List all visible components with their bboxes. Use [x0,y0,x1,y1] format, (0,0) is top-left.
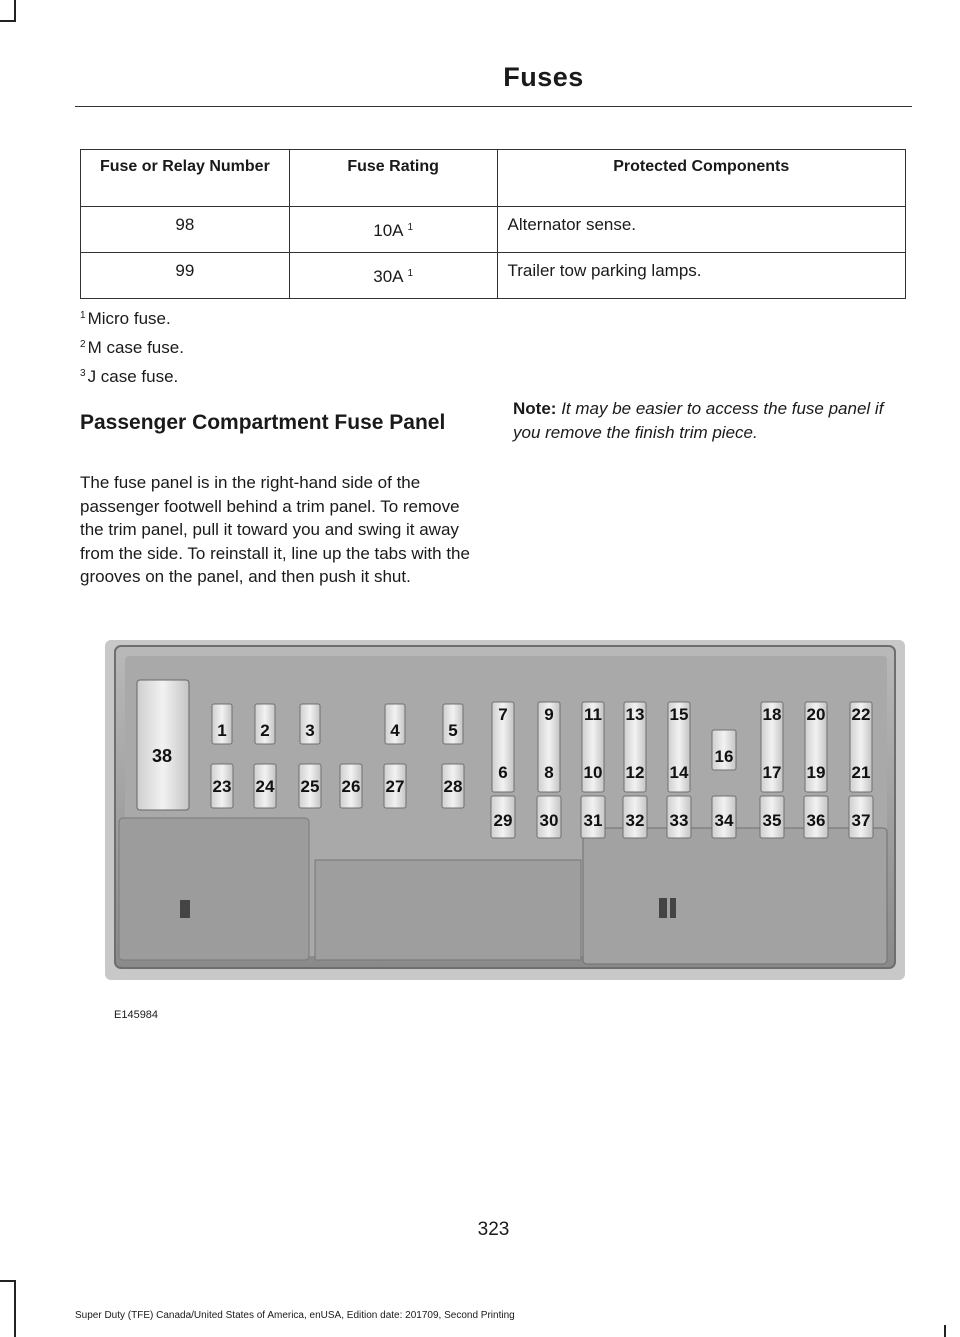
fuse-label-2: 2 [260,721,270,740]
note [513,397,903,444]
fuse-label-36: 36 [806,811,826,830]
fuse-rating-value: 10A [373,221,404,240]
fuse-label-25: 25 [300,777,320,796]
fuse-label-33: 33 [669,811,689,830]
fuse-label-27: 27 [385,777,405,796]
protected-component-cell: Alternator sense. [497,207,905,253]
fuse-label-19: 19 [806,763,826,782]
crop-mark [0,20,16,22]
fuse-number-cell: 99 [81,253,290,299]
fuse-label-22: 22 [851,705,871,724]
panel-lower-left-block [119,818,309,960]
fuse-label-7: 7 [498,705,508,724]
footnote: $^3$ J case fuse. [80,367,179,386]
fuse-label-32: 32 [625,811,645,830]
crop-mark [944,1325,946,1337]
panel-clip [659,898,667,918]
fuse-label-14: 14 [669,763,689,782]
column-header-number: Fuse or Relay Number [81,150,290,207]
fuse-label-31: 31 [583,811,603,830]
page-title: Fuses [503,62,584,92]
fuse-rating-cell [289,207,497,253]
footnote-ref: 1 [407,268,414,279]
title-rule [75,106,912,107]
fuse-label-4: 4 [390,721,400,740]
footnotes [80,303,184,390]
fuse-label-35: 35 [762,811,782,830]
page-footer: Super Duty (TFE) Canada/United States of America, enUSA, Edition date: 201709, Second Printing [75,1310,515,1321]
table-row [81,253,906,299]
fuse-label-5: 5 [448,721,458,740]
fuse-rating-cell [289,253,497,299]
fuse-label-13: 13 [625,705,645,724]
fuse-label-11: 11 [584,705,602,724]
page-number: 323 [477,1219,510,1240]
fuse-label-23: 23 [212,777,232,796]
section-body: The fuse panel is in the right-hand side of the passenger footwell behind a trim panel. To remove the trim panel, pull it toward you and swing it away from the side. To reinstall it, line up the tabs with the grooves on the panel, and then push it shut. [80,473,470,586]
footnote-ref: 1 [407,222,414,233]
table-header-row [81,150,906,207]
panel-lower-right-block [583,828,887,964]
column-header-rating: Fuse Rating [289,150,497,207]
relay-label-38: 38 [151,746,173,766]
fuse-label-30: 30 [539,811,559,830]
note-label: Note: [513,399,557,418]
fuse-label-3: 3 [305,721,315,740]
fuse-label-24: 24 [255,777,275,796]
protected-component-cell: Trailer tow parking lamps. [497,253,905,299]
figure-id: E145984 [114,1009,159,1021]
fuse-label-16: 16 [714,747,734,766]
fuse-label-6: 6 [498,763,508,782]
fuse-label-21: 21 [851,763,871,782]
fuse-label-20: 20 [806,705,826,724]
fuse-label-1: 1 [217,721,227,740]
fuse-label-28: 28 [443,777,463,796]
fuse-label-29: 29 [493,811,513,830]
fuse-label-34: 34 [714,811,734,830]
fuse-label-9: 9 [544,705,554,724]
panel-clip [670,898,676,918]
fuse-label-37: 37 [851,811,871,830]
crop-mark [14,0,16,22]
section-heading: Passenger Compartment Fuse Panel [80,411,446,434]
panel-clip [180,900,190,918]
fuse-label-10: 10 [583,763,603,782]
fuse-label-26: 26 [341,777,361,796]
fuse-label-18: 18 [762,705,782,724]
footnote: $^1$ Micro fuse. [80,309,171,328]
fuse-label-8: 8 [544,763,554,782]
fuse-panel-diagram [105,628,905,984]
crop-mark [14,1280,16,1337]
fuse-label-15: 15 [669,705,689,724]
panel-lower-middle-block [315,860,581,960]
crop-mark [0,1280,16,1282]
note-text: It may be easier to access the fuse panel if you remove the finish trim piece. [513,399,884,442]
fuse-table [80,149,906,299]
footnote: $^2$ M case fuse. [80,338,184,357]
column-header-components: Protected Components [497,150,905,207]
fuse-label-17: 17 [762,763,782,782]
table-row [81,207,906,253]
relay-38 [137,680,189,810]
fuse-rating-value: 30A [373,267,404,286]
fuse-label-12: 12 [625,763,645,782]
fuse-number-cell: 98 [81,207,290,253]
